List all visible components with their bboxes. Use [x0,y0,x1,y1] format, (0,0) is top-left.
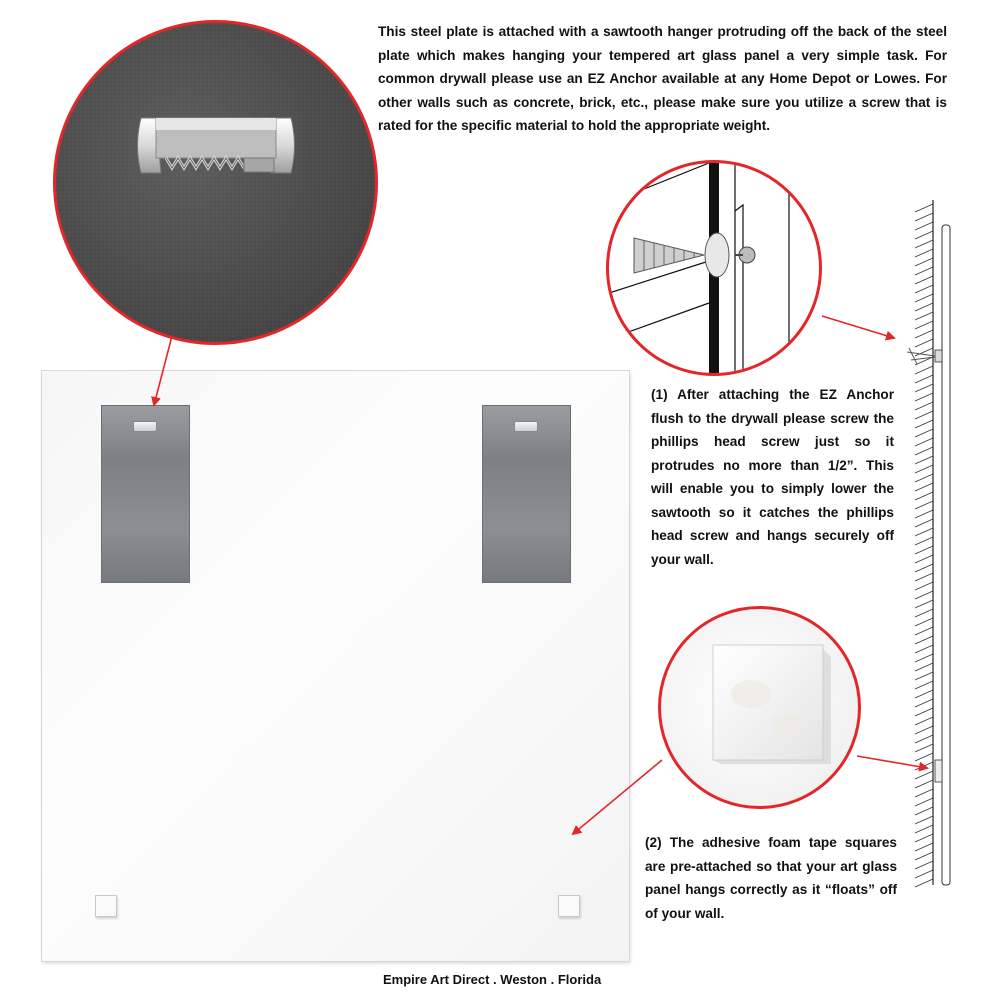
footer-city: Weston [500,972,547,987]
footer-separator: . [547,972,558,987]
step-1-paragraph: (1) After attaching the EZ Anchor flush to the drywall please screw the phillips head screw just so it protrudes no more than 1/2”. This will enable you to simply lower the sawtooth so it catches the phillips head screw and hangs securely off your wall. [651,387,894,567]
footer-state: Florida [557,972,602,987]
step-2-paragraph: (2) The adhesive foam tape squares are pre-attached so that your art glass panel hangs correctly as it “floats” off of your wall. [645,835,897,921]
arrow-foam-wall [857,756,927,768]
footer-credit [383,972,601,987]
intro-paragraph: This steel plate is attached with a sawtooth hanger protruding off the back of the steel plate which makes hanging your tempered art glass panel a very simple task. For common drywall please use an EZ Anchor available at any Home Depot or Lowes. For other walls such as concrete, brick, etc., please make sure you utilize a screw that is rated for the specific material to hold the appropriate weight. [378,24,947,133]
arrow-foam-panel [573,760,662,834]
company-name: Empire Art Direct [383,972,490,987]
footer-separator: . [489,972,501,987]
arrow-anchor [822,316,894,338]
arrow-hanger [154,336,172,405]
